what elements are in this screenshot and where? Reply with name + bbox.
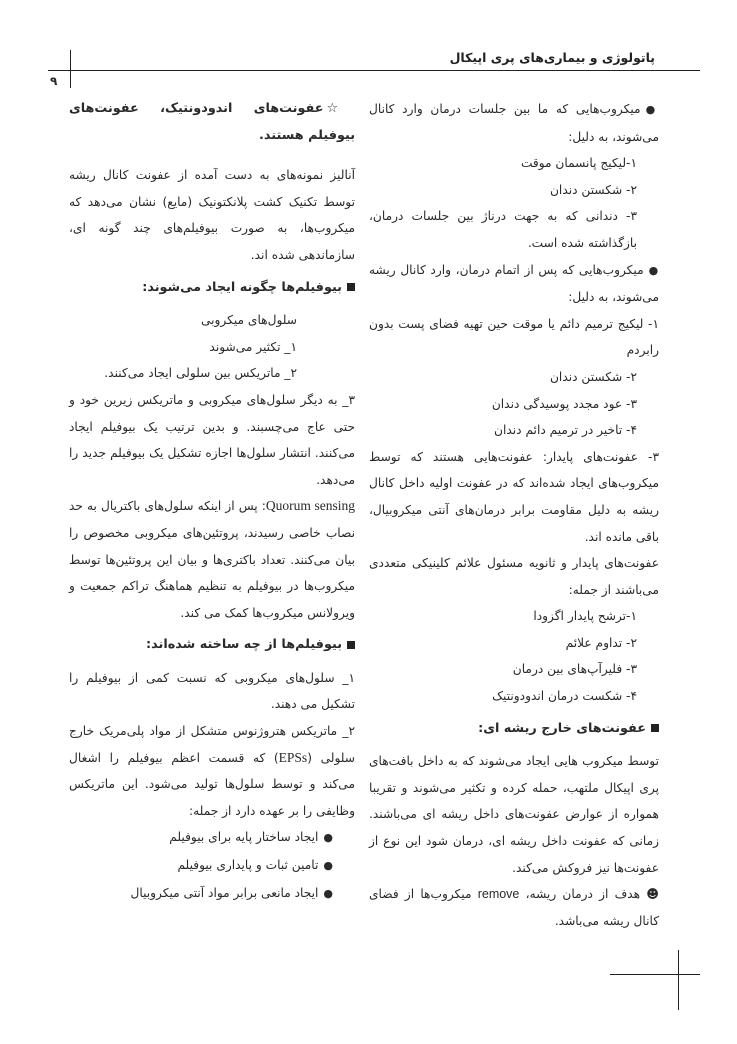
paragraph: ●میکروب‌هایی که ما بین جلسات درمان وارد کانال می‌شوند، به دلیل: bbox=[369, 102, 659, 144]
bullet-icon: ● bbox=[323, 831, 333, 845]
list-item: ۴- شکست درمان اندودونتیک bbox=[492, 689, 637, 704]
section-heading: بیوفیلم‌ها از چه ساخته شده‌اند: bbox=[69, 632, 355, 659]
list-item: ●ایجاد ساختار پایه برای بیوفیلم bbox=[169, 830, 333, 845]
list-item: ۱_ تکثیر می‌شوند bbox=[209, 339, 297, 354]
right-column bbox=[369, 96, 659, 934]
paragraph: ☻ هدف از درمان ریشه، remove میکروب‌ها از فضای کانال ریشه می‌باشد. bbox=[369, 887, 660, 928]
list-item: ۱- لیکیج ترمیم دائم یا موقت حین تهیه فضای پست بدون رابردم bbox=[369, 316, 659, 358]
list-item: ۳- فلیرآپ‌های بین درمان bbox=[512, 662, 637, 677]
square-bullet-icon bbox=[347, 283, 355, 291]
list-item: ۲- شکستن دندان bbox=[549, 182, 637, 197]
paragraph: عفونت‌های پایدار و ثانویه مسئول علائم کلینیکی متعددی می‌باشند از جمله: bbox=[369, 556, 659, 597]
bullet-icon: ● bbox=[323, 886, 333, 900]
paragraph: Quorum sensing: پس از اینکه سلول‌های باکتریال به حد نصاب خاصی رسیدند، پروتئین‌های میکروبی مخصوص را بیان می‌کنند. تعداد باکتری‌ها و بیان این پروتئین‌ها توسط میکروب‌ها در بیوفیلم به تنظیم هماهنگ تراکم جمعیت و ویرولانس میکروب‌ها کمک می کند. bbox=[69, 498, 355, 620]
page-number: ۹ bbox=[50, 74, 58, 88]
left-column bbox=[69, 96, 355, 907]
list-item: ●ایجاد مانعی برابر مواد آنتی میکروبیال bbox=[130, 885, 333, 900]
section-heading: عفونت‌های خارج ریشه ای: bbox=[369, 716, 659, 743]
list-item: ●تامین ثبات و پایداری بیوفیلم bbox=[177, 858, 333, 873]
list-item: ۳- عود مجدد پوسیدگی دندان bbox=[491, 396, 637, 411]
list-item: ۱-ترشح پایدار اگزودا bbox=[533, 609, 637, 624]
footer-tick bbox=[678, 950, 679, 1010]
paragraph: توسط میکروب هایی ایجاد می‌شوند که به داخل بافت‌های پری اپیکال ملتهب، حمله کرده و تکثیر می‌شوند و تقریبا همواره از عوارض عفونت‌های داخل ریشه ای می‌باشند. زمانی که عفونت داخل ریشه ای، درمان شود این نوع از عفونت‌ها نیز فروکش می‌کند. bbox=[369, 754, 659, 875]
header-rule bbox=[48, 70, 700, 71]
footer-rule bbox=[610, 974, 700, 975]
running-title: پاتولوژی و بیماری‌های پری اپیکال bbox=[449, 50, 655, 65]
keyword-epss: EPSs bbox=[278, 749, 308, 765]
paragraph: ۳- عفونت‌های پایدار: عفونت‌هایی هستند که توسط میکروب‌های ایجاد شده‌اند که در عفونت اولیه داخل کانال ریشه به دلیل مقاومت برابر درمان‌های آنتی میکروبیال، باقی مانده اند. bbox=[369, 449, 659, 544]
list-item: ۱-لیکیج پانسمان موقت bbox=[520, 156, 637, 171]
section-heading: بیوفیلم‌ها چگونه ایجاد می‌شوند: bbox=[69, 275, 355, 302]
paragraph: ●میکروب‌هایی که پس از اتمام درمان، وارد کانال ریشه می‌شوند، به دلیل: bbox=[369, 262, 659, 305]
star-icon: ☆ bbox=[326, 101, 356, 116]
paragraph: ۲_ ماتریکس هتروژنوس متشکل از مواد پلی‌مریک خارج سلولی (EPSs) که قسمت اعظم بیوفیلم را اشغال می‌کند و توسط سلول‌ها تولید می‌شود. این ماتریکس وظایفی را بر عهده دارد از جمله: bbox=[69, 724, 355, 818]
bullet-icon: ● bbox=[323, 859, 333, 873]
keyword-remove: remove bbox=[477, 887, 520, 902]
square-bullet-icon bbox=[347, 641, 355, 649]
list-item: ۲- شکستن دندان bbox=[549, 369, 637, 384]
section-heading: ☆عفونت‌های اندودونتیک، عفونت‌های بیوفیلم هستند. bbox=[69, 101, 356, 143]
paragraph: ۱_ سلول‌های میکروبی که نسبت کمی از بیوفیلم را تشکیل می دهند. bbox=[69, 670, 355, 712]
paragraph: آنالیز نمونه‌های به دست آمده از عفونت کانال ریشه توسط تکنیک کشت پلانکتونیک (مایع) نشان می‌دهد که میکروب‌ها، به صورت بیوفیلم‌های چند گونه ای، سازماندهی شده اند. bbox=[69, 168, 355, 262]
list-item: ۳- دندانی که به جهت درناژ بین جلسات درمان، بازگذاشته شده است. bbox=[369, 209, 637, 250]
list-item: ۲- تداوم علائم bbox=[565, 635, 637, 650]
paragraph: ۳_ به دیگر سلول‌های میکروبی و ماتریکس زیرین خود و حتی عاج می‌چسبند. و بدین ترتیب یک بیوفیلم ایجاد می‌کنند. انتشار سلول‌ها اجازه تشکیل یک بیوفیلم جدید را می‌دهد. bbox=[69, 392, 355, 487]
list-item: سلول‌های میکروبی bbox=[200, 313, 297, 328]
list-item: ۲_ ماتریکس بین سلولی ایجاد می‌کنند. bbox=[104, 366, 297, 381]
list-item: ۴- تاخیر در ترمیم دائم دندان bbox=[494, 423, 637, 438]
keyword-quorum-sensing: Quorum sensing bbox=[265, 498, 355, 514]
header-tick bbox=[70, 50, 71, 88]
bullet-icon: ● bbox=[645, 103, 659, 116]
smiley-icon: ☻ bbox=[646, 887, 660, 902]
bullet-icon: ● bbox=[648, 263, 659, 277]
square-bullet-icon bbox=[651, 724, 659, 732]
